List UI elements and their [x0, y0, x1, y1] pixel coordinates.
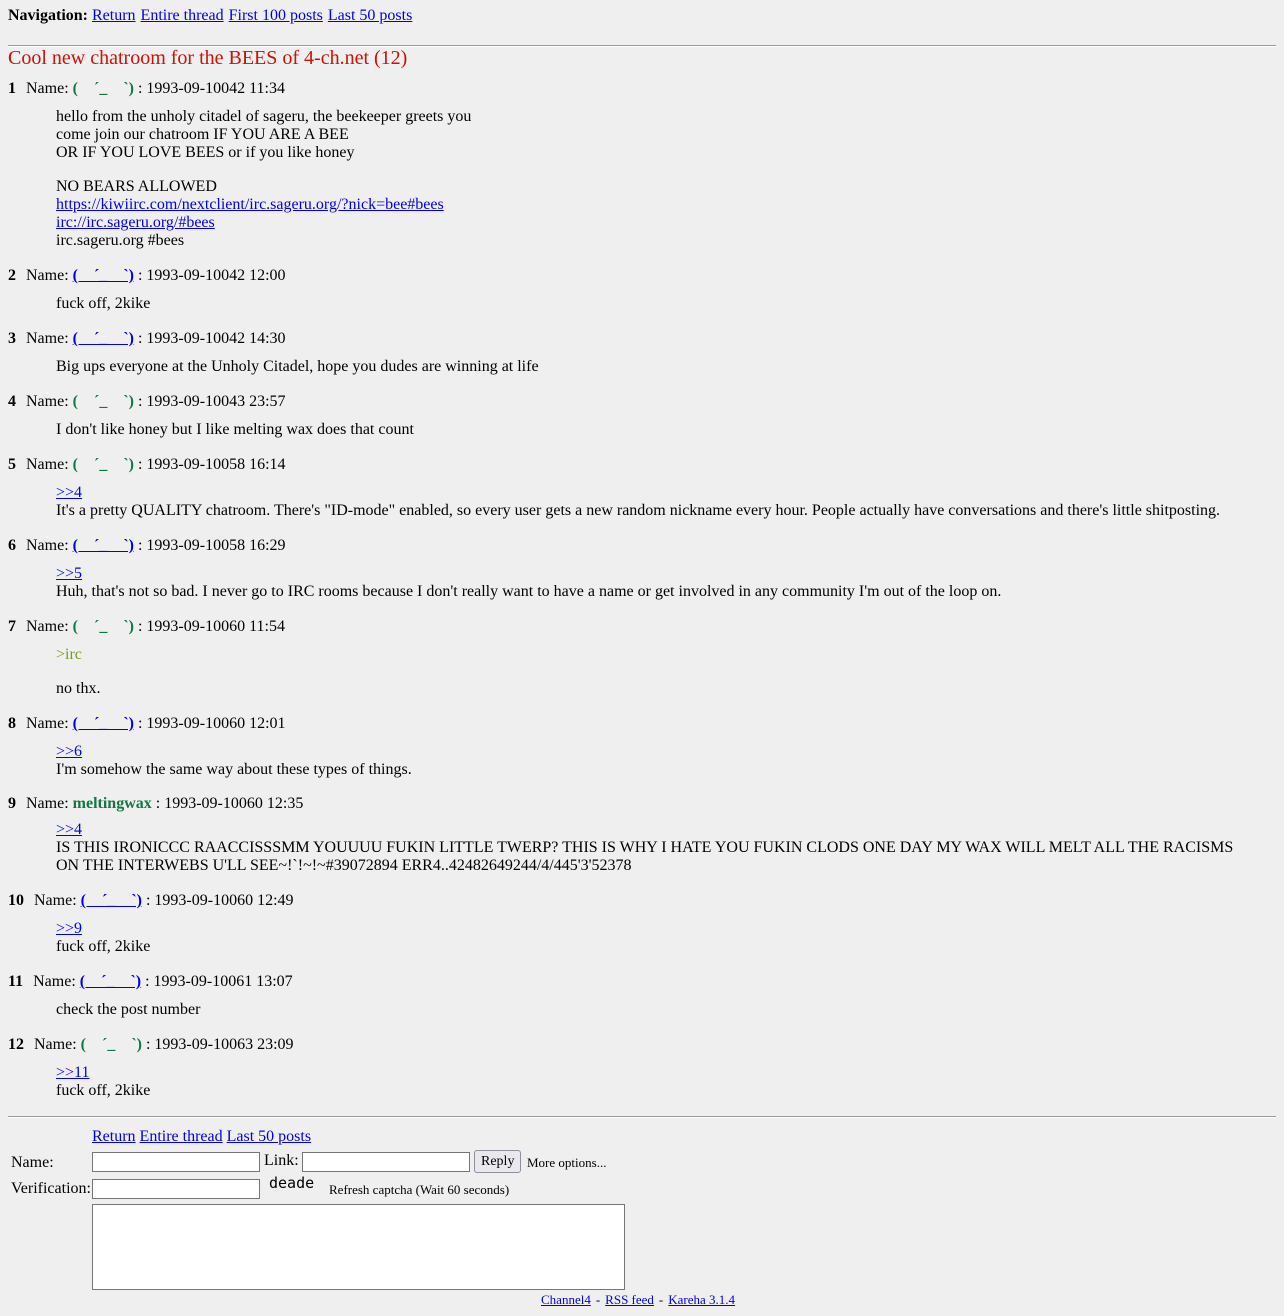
post-date: : 1993-09-10060 11:54	[137, 618, 285, 635]
name-label: Name:	[34, 1036, 77, 1053]
navigation-label: Navigation:	[8, 7, 88, 24]
reply-reference-link[interactable]: >>4	[56, 821, 83, 838]
post-text-line: fuck off, 2kike	[56, 295, 151, 312]
name-label: Name:	[26, 80, 69, 97]
reply-form-links	[92, 1128, 311, 1146]
name-label: Name:	[26, 330, 69, 347]
refresh-captcha-link[interactable]: Refresh captcha (Wait 60 seconds)	[329, 1182, 510, 1197]
post-text-line: Huh, that's not so bad. I never go to IRC rooms because I don't really want to have a name or get involved in any community I'm out of the loop on.	[56, 583, 1002, 600]
form-last-50-posts-link[interactable]: Last 50 posts	[226, 1128, 312, 1145]
greentext-quote: >irc	[56, 646, 82, 663]
post-body	[56, 1001, 1266, 1019]
post-number[interactable]: 7	[8, 618, 16, 635]
post-header	[8, 537, 286, 555]
link-input[interactable]	[302, 1152, 470, 1172]
post-text-line: ON THE INTERWEBS U'LL SEE~!`!~!~#39072894 ERR4..42482649244/4/445'3'52378	[56, 857, 632, 874]
post-body	[56, 484, 1266, 520]
post-date: : 1993-09-10042 12:00	[137, 267, 286, 284]
name-label: Name:	[26, 267, 69, 284]
post-body	[56, 920, 1266, 956]
kiwiirc-link[interactable]: https://kiwiirc.com/nextclient/irc.sageru.org/?nick=bee#bees	[56, 196, 444, 213]
post-date: : 1993-09-10042 14:30	[137, 330, 286, 347]
post-number[interactable]: 3	[8, 330, 16, 347]
poster-name: meltingwax	[72, 795, 152, 812]
post-text-line: I'm somehow the same way about these types of things.	[56, 761, 412, 778]
post-header	[8, 715, 286, 733]
post-header	[8, 393, 286, 411]
post-date: : 1993-09-10042 11:34	[137, 80, 285, 97]
kareha-link[interactable]: Kareha 3.1.4	[668, 1292, 736, 1307]
post-header	[8, 80, 285, 98]
nav-entire-thread-link[interactable]: Entire thread	[140, 7, 224, 24]
name-label: Name:	[26, 618, 69, 635]
post-body	[56, 295, 1266, 313]
post-text-line: IS THIS IRONICCC RAACCISSSMM YOUUUU FUKIN LITTLE TWERP? THIS IS WHY I HATE YOU FUKIN CLODS ONE DAY MY WAX WILL MELT ALL THE RACISMS	[56, 839, 1234, 856]
post-body	[56, 565, 1266, 601]
post-header	[8, 1036, 294, 1054]
post-date: : 1993-09-10043 23:57	[137, 393, 286, 410]
name-label: Name:	[26, 456, 69, 473]
post-number[interactable]: 4	[8, 393, 16, 410]
post-body	[56, 108, 1266, 250]
reply-reference-link[interactable]: >>11	[56, 1064, 90, 1081]
form-entire-thread-link[interactable]: Entire thread	[139, 1128, 223, 1145]
post-number[interactable]: 11	[8, 973, 24, 990]
post-date: : 1993-09-10060 12:01	[137, 715, 286, 732]
captcha-image	[267, 1174, 327, 1194]
post-date: : 1993-09-10058 16:14	[137, 456, 286, 473]
post-header	[8, 267, 286, 285]
post-number[interactable]: 2	[8, 267, 16, 284]
link-field-label: Link:	[264, 1152, 299, 1169]
name-field-label: Name:	[11, 1154, 54, 1171]
poster-name: ( ´_ `)	[72, 393, 134, 410]
post-text-line: Big ups everyone at the Unholy Citadel, hope you dudes are winning at life	[56, 358, 539, 375]
post-header	[8, 330, 286, 348]
post-number[interactable]: 8	[8, 715, 16, 732]
post-body	[56, 821, 1266, 875]
verification-input[interactable]	[92, 1179, 260, 1199]
reply-reference-link[interactable]: >>4	[56, 484, 83, 501]
irc-link[interactable]: irc://irc.sageru.org/#bees	[56, 214, 215, 231]
name-label: Name:	[26, 537, 69, 554]
poster-name-link[interactable]: ( ´_ `)	[79, 973, 142, 990]
name-label: Name:	[26, 715, 69, 732]
post-text-line: It's a pretty QUALITY chatroom. There's "ID-mode" enabled, so every user gets a new random nickname every hour. People actually have conversations and there's little shitposting.	[56, 502, 1221, 519]
post-number[interactable]: 1	[8, 80, 16, 97]
footer-separator: -	[658, 1292, 664, 1307]
nav-return-link[interactable]: Return	[92, 7, 136, 24]
post-text-line: fuck off, 2kike	[56, 1082, 151, 1099]
poster-name: ( ´_ `)	[80, 1036, 142, 1053]
top-navigation	[8, 7, 413, 25]
post-date: : 1993-09-10061 13:07	[145, 973, 293, 990]
post-number[interactable]: 9	[8, 795, 16, 812]
nav-first-100-posts-link[interactable]: First 100 posts	[228, 7, 323, 24]
poster-name-link[interactable]: ( ´_ `)	[72, 330, 134, 347]
nav-last-50-posts-link[interactable]: Last 50 posts	[327, 7, 413, 24]
reply-reference-link[interactable]: >>9	[56, 920, 83, 937]
post-text-line: irc.sageru.org #bees	[56, 232, 185, 249]
name-label: Name:	[34, 892, 77, 909]
post-date: : 1993-09-10060 12:49	[145, 892, 294, 909]
form-return-link[interactable]: Return	[92, 1128, 136, 1145]
name-input[interactable]	[92, 1152, 260, 1172]
post-number[interactable]: 12	[8, 1036, 24, 1053]
thread-title: Cool new chatroom for the BEES of 4-ch.net (12)	[8, 47, 408, 69]
post-body	[56, 1064, 1266, 1100]
post-header	[8, 892, 294, 910]
poster-name-link[interactable]: ( ´_ `)	[72, 537, 134, 554]
post-number[interactable]: 6	[8, 537, 16, 554]
poster-name: ( ´_ `)	[72, 456, 134, 473]
poster-name-link[interactable]: ( ´_ `)	[80, 892, 142, 909]
post-text-line: OR IF YOU LOVE BEES or if you like honey	[56, 144, 355, 161]
post-text-line: hello from the unholy citadel of sageru, the beekeeper greets you	[56, 108, 472, 125]
post-header	[8, 795, 303, 813]
reply-reference-link[interactable]: >>5	[56, 565, 83, 582]
post-header	[8, 456, 286, 474]
name-label: Name:	[33, 973, 76, 990]
footer-separator: -	[595, 1292, 601, 1307]
post-number[interactable]: 10	[8, 892, 24, 909]
post-body	[56, 358, 1266, 376]
post-text-line: fuck off, 2kike	[56, 938, 151, 955]
post-header	[8, 618, 285, 636]
post-header	[8, 973, 293, 991]
poster-name-link[interactable]: ( ´_ `)	[72, 715, 134, 732]
post-date: : 1993-09-10063 23:09	[145, 1036, 294, 1053]
post-date: : 1993-09-10058 16:29	[137, 537, 286, 554]
poster-name: ( ´_ `)	[72, 80, 134, 97]
post-body	[56, 421, 1266, 439]
poster-name-link[interactable]: ( ´_ `)	[72, 267, 134, 284]
post-number[interactable]: 5	[8, 456, 16, 473]
poster-name: ( ´_ `)	[72, 618, 134, 635]
reply-button[interactable]: Reply	[474, 1150, 521, 1173]
post-text-line: NO BEARS ALLOWED	[56, 178, 217, 195]
comment-textarea[interactable]	[92, 1204, 625, 1290]
verification-label: Verification:	[11, 1180, 91, 1197]
captcha-text: deade	[269, 1174, 315, 1192]
post-body	[56, 646, 1266, 698]
post-text-line: I don't like honey but I like melting wax does that count	[56, 421, 414, 438]
post-date: : 1993-09-10060 12:35	[155, 795, 304, 812]
name-label: Name:	[26, 795, 69, 812]
name-label: Name:	[26, 393, 69, 410]
post-text-line: come join our chatroom IF YOU ARE A BEE	[56, 126, 349, 143]
channel4-link[interactable]: Channel4	[541, 1292, 591, 1307]
rss-feed-link[interactable]: RSS feed	[605, 1292, 654, 1307]
footer	[541, 1291, 735, 1309]
bottom-divider	[8, 1116, 1276, 1118]
reply-reference-link[interactable]: >>6	[56, 743, 83, 760]
post-text-line: check the post number	[56, 1001, 201, 1018]
post-body	[56, 743, 1266, 779]
more-options-toggle[interactable]: More options...	[527, 1155, 607, 1170]
post-text-line: no thx.	[56, 680, 101, 697]
